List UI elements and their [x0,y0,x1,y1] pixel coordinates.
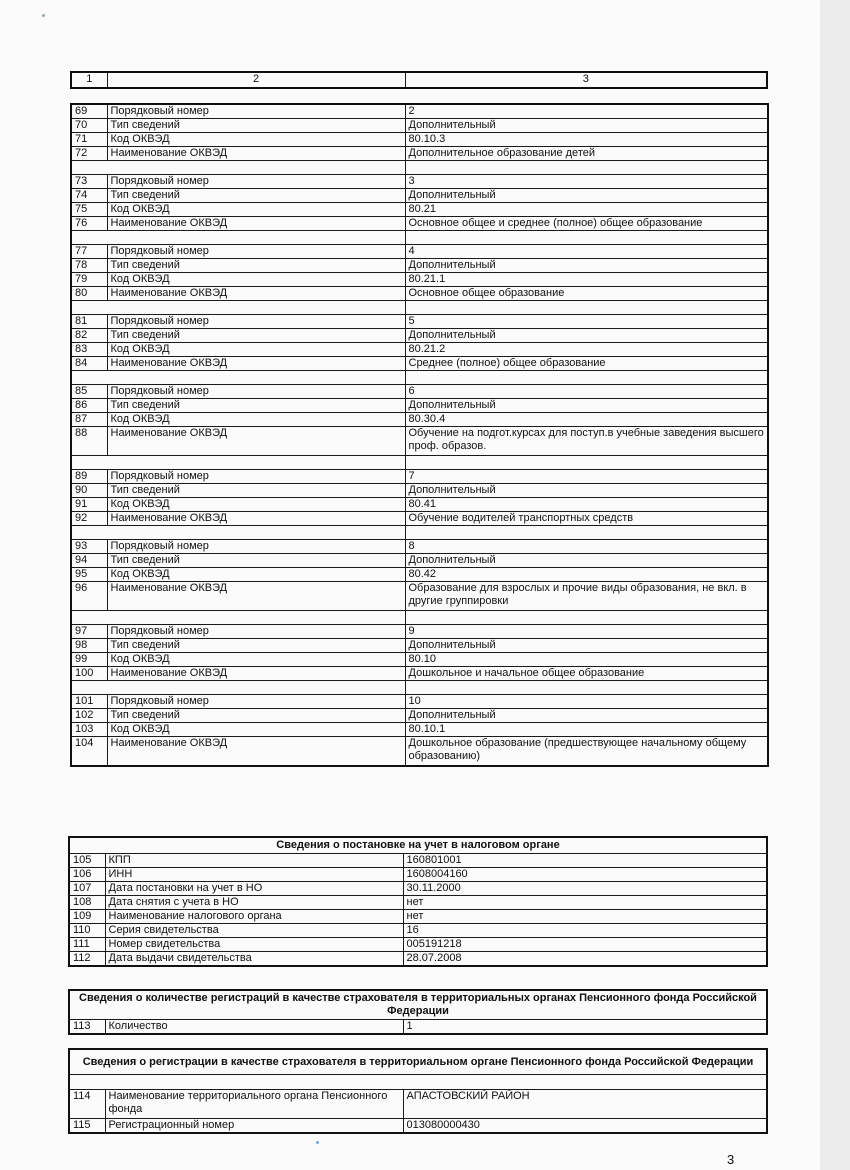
row-number: 108 [69,896,105,910]
table-row [71,554,768,568]
table-row [71,259,768,273]
table-row [69,938,767,952]
row-label: Код ОКВЭД [107,203,405,217]
row-number: 73 [71,175,107,189]
row-value: 2 [405,104,768,119]
table-row [71,709,768,723]
row-number: 112 [69,952,105,967]
table-row [71,484,768,498]
spacer-row [71,371,768,385]
spacer-row [71,301,768,315]
row-value: 3 [405,175,768,189]
row-value: Дополнительный [405,639,768,653]
row-number: 102 [71,709,107,723]
table-row [71,582,768,611]
table-row [71,133,768,147]
table-row [71,147,768,161]
row-label: Наименование ОКВЭД [107,287,405,301]
row-number: 103 [71,723,107,737]
page-edge [820,0,850,1170]
empty-cell [71,611,405,625]
table-row [71,540,768,554]
row-label: Тип сведений [107,329,405,343]
row-value: Образование для взрослых и прочие виды образования, не вкл. в другие группировки [405,582,768,611]
row-value: Дополнительный [405,709,768,723]
table-row [71,203,768,217]
table-row [71,329,768,343]
table-row [71,357,768,371]
row-label: Код ОКВЭД [107,273,405,287]
spacer-row [69,1075,767,1090]
row-number: 111 [69,938,105,952]
row-value: Дополнительный [405,189,768,203]
row-label: Тип сведений [107,189,405,203]
row-value: 80.21.1 [405,273,768,287]
column-header-3: 3 [405,72,767,88]
row-value: Среднее (полное) общее образование [405,357,768,371]
row-label: Тип сведений [107,119,405,133]
row-label: Порядковый номер [107,540,405,554]
row-value: 1 [403,1020,767,1035]
row-number: 99 [71,653,107,667]
row-value: 80.21.2 [405,343,768,357]
empty-cell [71,231,405,245]
row-value: Дошкольное и начальное общее образование [405,667,768,681]
empty-cell [71,456,405,470]
row-value: Дополнительный [405,484,768,498]
empty-cell [405,611,768,625]
row-number: 94 [71,554,107,568]
table-row [71,498,768,512]
row-label: Порядковый номер [107,315,405,329]
row-value: нет [403,910,767,924]
table-row [69,1090,767,1119]
empty-cell [405,371,768,385]
row-number: 79 [71,273,107,287]
row-label: Тип сведений [107,399,405,413]
spacer-row [71,456,768,470]
row-label: Код ОКВЭД [107,133,405,147]
row-value: 80.21 [405,203,768,217]
row-number: 84 [71,357,107,371]
row-number: 81 [71,315,107,329]
row-value: 30.11.2000 [403,882,767,896]
table-row [71,653,768,667]
spacer-row [71,231,768,245]
table-row [71,723,768,737]
scan-speck [316,1141,319,1144]
table-row [69,882,767,896]
table-row [71,695,768,709]
row-label: Код ОКВЭД [107,653,405,667]
spacer-row [71,611,768,625]
row-value: 005191218 [403,938,767,952]
table-row [69,952,767,967]
table-row [71,104,768,119]
row-label: Порядковый номер [107,385,405,399]
row-label: Наименование территориального органа Пенсионного фонда [105,1090,403,1119]
row-value: 80.10 [405,653,768,667]
row-label: Наименование ОКВЭД [107,147,405,161]
row-label: Порядковый номер [107,470,405,484]
table-row [69,868,767,882]
table-row [71,385,768,399]
table-row [71,427,768,456]
tax-registration-table [68,836,768,967]
row-number: 87 [71,413,107,427]
row-value: 10 [405,695,768,709]
empty-cell [405,301,768,315]
row-value: 6 [405,385,768,399]
row-number: 107 [69,882,105,896]
table-row [69,1020,767,1035]
row-number: 75 [71,203,107,217]
table-row [71,175,768,189]
row-number: 101 [71,695,107,709]
row-label: Код ОКВЭД [107,498,405,512]
row-label: Наименование ОКВЭД [107,512,405,526]
table-row [71,568,768,582]
row-value: Основное общее образование [405,287,768,301]
spacer-row [71,526,768,540]
column-header-2: 2 [107,72,405,88]
row-value: 80.30.4 [405,413,768,427]
column-header-table [70,71,768,89]
row-label: Дата снятия с учета в НО [105,896,403,910]
row-value: Дополнительный [405,554,768,568]
row-value: 7 [405,470,768,484]
table-row [71,399,768,413]
row-number: 114 [69,1090,105,1119]
row-number: 90 [71,484,107,498]
empty-cell [405,456,768,470]
row-number: 96 [71,582,107,611]
table-row [71,343,768,357]
table-row [69,854,767,868]
row-number: 76 [71,217,107,231]
row-value: 4 [405,245,768,259]
row-label: Дата постановки на учет в НО [105,882,403,896]
empty-cell [71,161,405,175]
row-label: Регистрационный номер [105,1119,403,1134]
table-row [71,189,768,203]
row-label: Порядковый номер [107,625,405,639]
row-value: 1608004160 [403,868,767,882]
row-value: Обучение на подгот.курсах для поступ.в учебные заведения высшего проф. образов. [405,427,768,456]
table-row [71,512,768,526]
row-number: 89 [71,470,107,484]
row-label: Наименование ОКВЭД [107,582,405,611]
row-label: Порядковый номер [107,245,405,259]
spacer-row [71,161,768,175]
table-row [71,413,768,427]
row-number: 74 [71,189,107,203]
row-number: 97 [71,625,107,639]
okved-table [70,103,769,767]
row-value: 013080000430 [403,1119,767,1134]
row-label: Код ОКВЭД [107,568,405,582]
section-title: Сведения о регистрации в качестве страхователя в территориальном органе Пенсионного фонда Российской Федерации [69,1049,767,1075]
table-row [71,119,768,133]
empty-cell [71,681,405,695]
empty-cell [405,161,768,175]
pension-fund-count-table [68,989,768,1035]
row-label: ИНН [105,868,403,882]
row-number: 105 [69,854,105,868]
row-label: Дата выдачи свидетельства [105,952,403,967]
row-label: КПП [105,854,403,868]
row-value: Дополнительный [405,399,768,413]
row-value: Основное общее и среднее (полное) общее образование [405,217,768,231]
row-number: 82 [71,329,107,343]
row-number: 88 [71,427,107,456]
row-value: Дошкольное образование (предшествующее начальному общему образованию) [405,737,768,767]
table-row [71,217,768,231]
row-label: Код ОКВЭД [107,413,405,427]
row-number: 69 [71,104,107,119]
section-title: Сведения о постановке на учет в налоговом органе [69,837,767,854]
row-label: Порядковый номер [107,175,405,189]
table-row [71,737,768,767]
section-title: Сведения о количестве регистраций в качестве страхователя в территориальных органах Пенсионного фонда Российской Федерации [69,990,767,1020]
row-label: Порядковый номер [107,104,405,119]
row-label: Тип сведений [107,709,405,723]
row-label: Серия свидетельства [105,924,403,938]
pension-fund-registration-table [68,1048,768,1134]
row-value: 80.10.1 [405,723,768,737]
table-row [69,1119,767,1134]
row-number: 80 [71,287,107,301]
row-number: 78 [71,259,107,273]
row-label: Наименование ОКВЭД [107,427,405,456]
table-row [69,896,767,910]
row-label: Тип сведений [107,484,405,498]
table-row [71,639,768,653]
row-label: Наименование ОКВЭД [107,737,405,767]
row-number: 109 [69,910,105,924]
row-value: Дополнительный [405,329,768,343]
table-row [69,910,767,924]
row-number: 86 [71,399,107,413]
empty-cell [71,301,405,315]
row-value: 80.41 [405,498,768,512]
row-value: 80.42 [405,568,768,582]
empty-cell [71,526,405,540]
row-value: 80.10.3 [405,133,768,147]
row-label: Тип сведений [107,639,405,653]
row-label: Тип сведений [107,259,405,273]
table-row [71,667,768,681]
row-value: Дополнительное образование детей [405,147,768,161]
row-label: Код ОКВЭД [107,343,405,357]
row-value: Дополнительный [405,119,768,133]
table-row [71,245,768,259]
row-label: Наименование налогового органа [105,910,403,924]
row-number: 106 [69,868,105,882]
row-value: 160801001 [403,854,767,868]
empty-cell [405,526,768,540]
row-number: 77 [71,245,107,259]
row-number: 104 [71,737,107,767]
row-label: Номер свидетельства [105,938,403,952]
empty-cell [405,681,768,695]
row-value: Дополнительный [405,259,768,273]
row-label: Наименование ОКВЭД [107,667,405,681]
row-number: 93 [71,540,107,554]
row-number: 71 [71,133,107,147]
row-label: Тип сведений [107,554,405,568]
row-number: 95 [71,568,107,582]
table-row [71,273,768,287]
row-number: 72 [71,147,107,161]
row-number: 83 [71,343,107,357]
row-number: 110 [69,924,105,938]
table-row [69,924,767,938]
scan-speck [42,14,45,17]
table-row [71,470,768,484]
table-row [71,287,768,301]
row-number: 113 [69,1020,105,1035]
row-number: 70 [71,119,107,133]
row-number: 98 [71,639,107,653]
row-number: 92 [71,512,107,526]
empty-cell [405,231,768,245]
row-value: Обучение водителей транспортных средств [405,512,768,526]
column-header-1: 1 [71,72,107,88]
row-value: 5 [405,315,768,329]
row-number: 115 [69,1119,105,1134]
empty-cell [71,371,405,385]
row-label: Наименование ОКВЭД [107,217,405,231]
row-value: 9 [405,625,768,639]
table-row [71,625,768,639]
row-label: Порядковый номер [107,695,405,709]
row-value: нет [403,896,767,910]
row-value: АПАСТОВСКИЙ РАЙОН [403,1090,767,1119]
spacer-row [71,681,768,695]
row-value: 28.07.2008 [403,952,767,967]
row-value: 8 [405,540,768,554]
row-value: 16 [403,924,767,938]
page-number: 3 [727,1152,735,1167]
table-row [71,315,768,329]
row-number: 85 [71,385,107,399]
row-number: 91 [71,498,107,512]
row-label: Наименование ОКВЭД [107,357,405,371]
row-label: Количество [105,1020,403,1035]
row-number: 100 [71,667,107,681]
row-label: Код ОКВЭД [107,723,405,737]
